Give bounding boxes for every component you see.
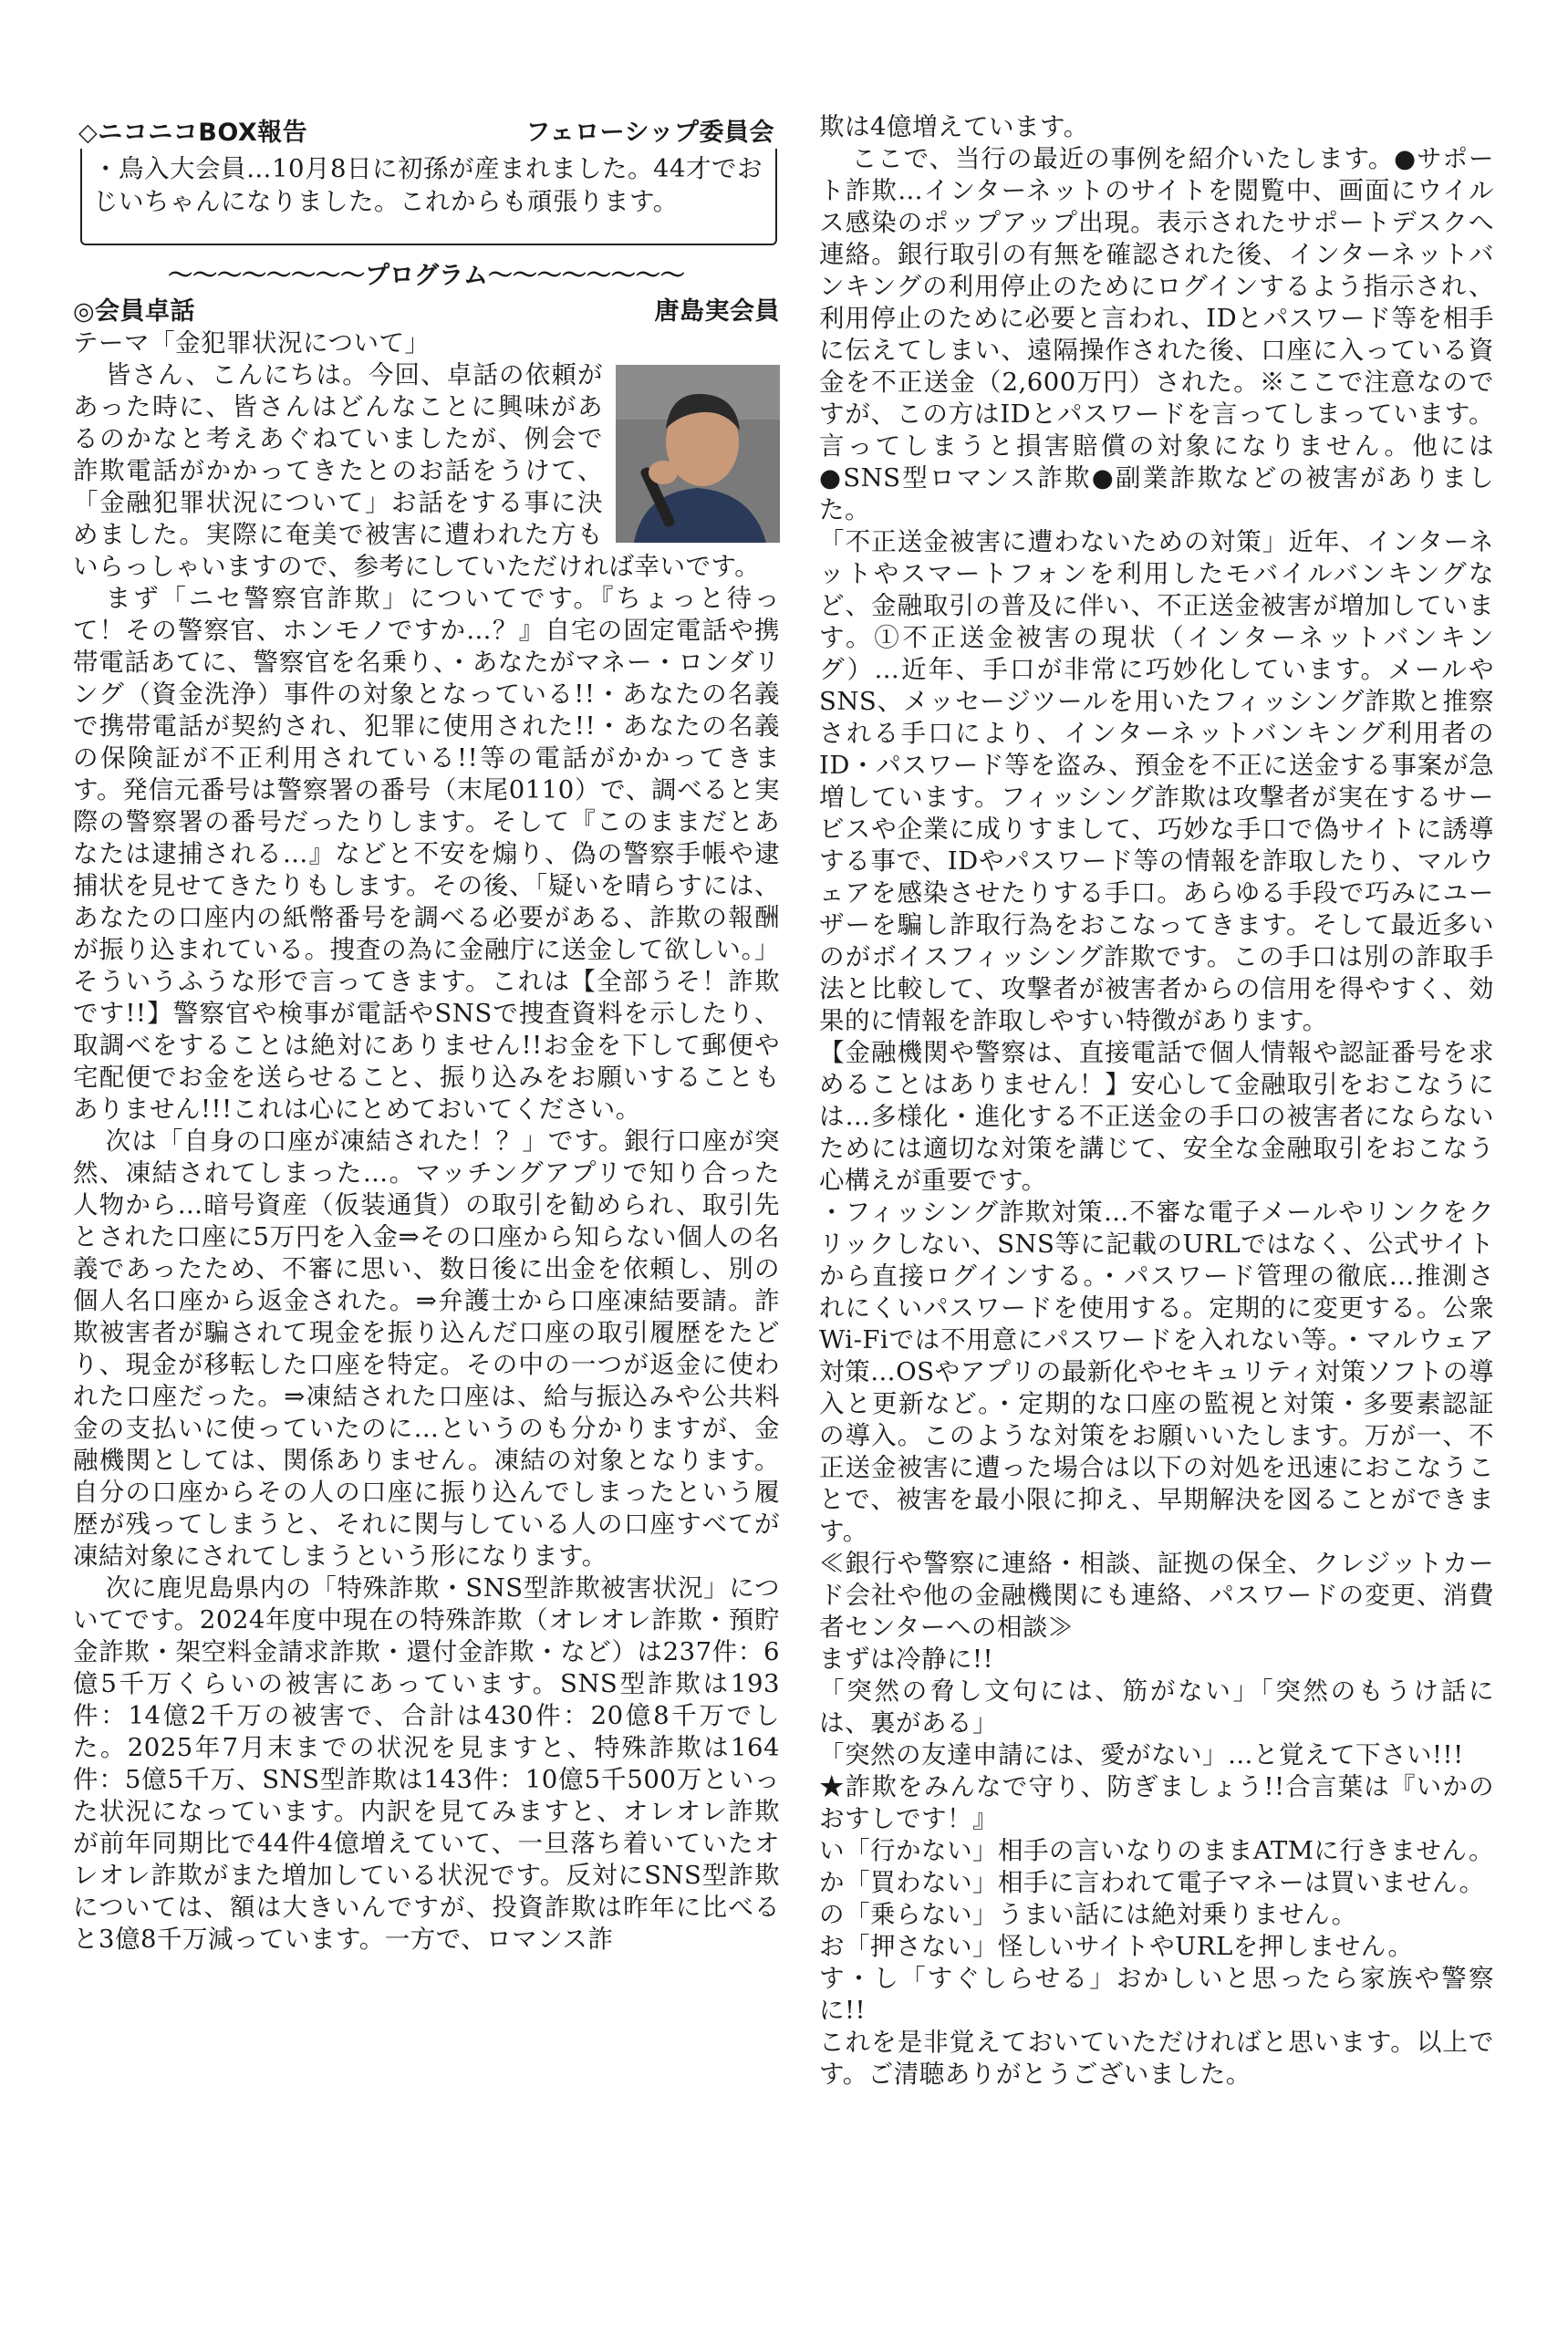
right-line-9: 「突然の友達申請には、愛がない」…と覚えて下さい!!! [819,1740,1464,1769]
left-paragraph-4: 次に鹿児島県内の「特殊詐欺・SNS型詐欺被害状況」についてです。2024年度中現在の特殊詐欺（オレオレ詐欺・預貯金詐欺・架空料金請求詐欺・還付金詐欺・など）は237件：6億5千万くらいの被害にあっています。SNS型詐欺は193件：14億2千万の被害で、合計は430件：20億8千万でした。2025年7月末までの状況を見ますと、特殊詐欺は164件：5億5千万、SNS型詐欺は143件：10億5千500万といった状況になっています。内訳を見てみますと、オレオレ詐欺が前年同期比で44件4億増えていて、一旦落ち着いていたオレオレ詐欺がまた増加している状況です。反対にSNS型詐欺については、額は大きいんですが、投資詐欺は昨年に比べると3億8千万減っています。一方で、ロマンス詐 [73,1573,780,1954]
program-heading: 〜〜〜〜〜〜〜〜プログラム〜〜〜〜〜〜〜〜 [168,262,685,290]
speaker-line [73,296,780,327]
right-line-8: 「突然の脅し文句には、筋がない」「突然のもうけ話には、裏がある」 [819,1676,1494,1738]
left-paragraph-3: 次は「自身の口座が凍結された！？」です。銀行口座が突然、凍結されてしまった…。マッチングアプリで知り合った人物から…暗号資産（仮装通貨）の取引を勧められ、取引先とされた口座に5万円を入金⇒その口座から知らない個人の名義であったため、不審に思い、数日後に出金を依頼し、別の個人名口座から返金された。⇒弁護士から口座凍結要請。詐欺被害者が騙されて現金を振り込んだ口座の取引履歴をたどり、現金が移転した口座を特定。その中の一つが返金に使われた口座だった。⇒凍結された口座は、給与振込みや公共料金の支払いに使っていたのに…というのも分かりますが、金融機関としては、関係ありません。凍結の対象となります。自分の口座からその人の口座に振り込んでしまったという履歴が残ってしまうと、それに関与している人の口座すべてが凍結対象にされてしまうという形になります。 [73,1126,780,1571]
speaker-photo-image [616,365,780,543]
talk-type: ◎会員卓話 [73,297,196,326]
right-line-3: 「不正送金被害に遭わないための対策」近年、インターネットやスマートフォンを利用したモバイルバンキングなど、金融取引の普及に伴い、不正送金被害が増加しています。①不正送金被害の現状（インターネットバンキング）…近年、手口が非常に巧妙化しています。メールやSNS、メッセージツールを用いたフィッシング詐欺と推察される手口により、インターネットバンキング利用者のID・パスワード等を盗み、預金を不正に送金する事案が急増しています。フィッシング詐欺は攻撃者が実在するサービスや企業に成りすまして、巧妙な手口で偽サイトに誘導する事で、IDやパスワード等の情報を詐取したり、マルウェアを感染させたりする手口。あらゆる手段で巧みにユーザーを騙し詐取行為をおこなってきます。そして最近多いのがボイスフィッシング詐欺です。この手口は別の詐取手法と比較して、攻撃者が被害者からの信用を得やすく、効果的に情報を詐取しやすい特徴があります。 [819,527,1494,1035]
speaker-photo [616,365,780,543]
niconico-box [73,114,780,249]
right-line-6: ≪銀行や警察に連絡・相談、証拠の保全、クレジットカード会社や他の金融機関にも連絡、パスワードの変更、消費者センターへの相談≫ [819,1549,1494,1642]
right-line-15: す・し「すぐしらせる」おかしいと思ったら家族や警察に!! [819,1964,1494,2025]
right-line-4: 【金融機関や警察は、直接電話で個人情報や認証番号を求めることはありません！】安心して金融取引をおこなうには…多様化・進化する不正送金の手口の被害者にならないためには適切な対策を講じて、安全な金融取引をおこなう心構えが重要です。 [819,1038,1494,1195]
niconico-box-text: ・鳥入大会員…10月8日に初孫が産まれました。44才でおじいちゃんになりました。これからも頑張ります。 [93,154,763,216]
right-column [819,111,1494,2091]
right-line-2: ここで、当行の最近の事例を紹介いたします。●サポート詐欺…インターネットのサイトを閲覧中、画面にウイルス感染のポップアップ出現。表示されたサポートデスクへ連絡。銀行取引の有無を確認された後、インターネットバンキングの利用停止のためにログインするよう指示され、利用停止のために必要と言われ、IDとパスワード等を相手に伝えてしまい、遠隔操作された後、口座に入っている資金を不正送金（2,600万円）された。※ここで注意なのですが、この方はIDとパスワードを言ってしまっています。言ってしまうと損害賠償の対象になりません。他には●SNS型ロマンス詐欺●副業詐欺などの被害がありました。 [819,144,1494,524]
right-line-1: 欺は4億増えています。 [819,112,1089,141]
right-line-11: い「行かない」相手の言いなりのままATMに行きません。 [819,1836,1495,1865]
left-column [73,114,780,1956]
right-line-13: の「乗らない」うまい話には絶対乗りません。 [819,1900,1357,1929]
right-line-14: お「押さない」怪しいサイトやURLを押しません。 [819,1932,1414,1961]
niconico-box-title: ◇ニコニコBOX報告 [73,117,313,149]
right-line-5: ・フィッシング詐欺対策…不審な電子メールやリンクをクリックしない、SNS等に記載のURLではなく、公式サイトから直接ログインする。・パスワード管理の徹底…推測されにくいパスワードを使用する。定期的に変更する。公衆Wi-Fiでは不用意にパスワードを入れない等。・マルウェア対策…OSやアプリの最新化やセキュリティ対策ソフトの導入と更新など。・定期的な口座の監視と対策・多要素認証の導入。このような対策をお願いいたします。万が一、不正送金被害に遭った場合は以下の対処を迅速におこなうことで、被害を最小限に抑え、早期解決を図ることができます。 [819,1198,1494,1546]
niconico-box-committee: フェローシップ委員会 [520,117,780,149]
left-paragraph-1: 皆さん、こんにちは。今回、卓話の依頼があった時に、皆さんはどんなことに興味があるのかなと考えあぐねていましたが、例会で詐欺電話がかかってきたとのお話をうけて、「金融犯罪状況について」お話をする事に決めました。実際に奄美で被害に遭われた方もいらっしゃいますので、参考にしていただければ幸いです。 [73,360,761,581]
talk-theme: テーマ「金犯罪状況について」 [73,328,431,358]
right-line-16: これを是非覚えておいていただければと思います。以上です。ご清聴ありがとうございました。 [819,2028,1494,2089]
right-line-10: ★詐欺をみんなで守り、防ぎましょう!!合言葉は『いかのおすしです！』 [819,1772,1494,1833]
right-line-7: まずは冷静に!! [819,1645,994,1674]
right-line-12: か「買わない」相手に言われて電子マネーは買いません。 [819,1868,1485,1897]
niconico-box-header [73,114,780,150]
left-paragraph-2: まず「ニセ警察官詐欺」についてです。『ちょっと待って！その警察官、ホンモノですか…？』自宅の固定電話や携帯電話あてに、警察官を名乗り、・あなたがマネー・ロンダリング（資金洗浄）事件の対象となっている!!・あなたの名義で携帯電話が契約され、犯罪に使用された!!・あなたの名義の保険証が不正利用されている!!等の電話がかかってきます。発信元番号は警察署の番号（末尾0110）で、調べると実際の警察署の番号だったりします。そして『このままだとあなたは逮捕される…』などと不安を煽り、偽の警察手帳や逮捕状を見せてきたりもします。その後、「疑いを晴らすには、あなたの口座内の紙幣番号を調べる必要がある、詐欺の報酬が振り込まれている。捜査の為に金融庁に送金して欲しい。」そういうふうな形で言ってきます。これは【全部うそ！詐欺です!!】警察官や検事が電話やSNSで捜査資料を示したり、取調べをすることは絶対にありません!!お金を下して郵便や宅配便でお金を送らせること、振り込みをお願いすることもありません!!!これは心にとめておいてください。 [73,584,780,1124]
speaker-name: 唐島実会員 [654,297,780,326]
